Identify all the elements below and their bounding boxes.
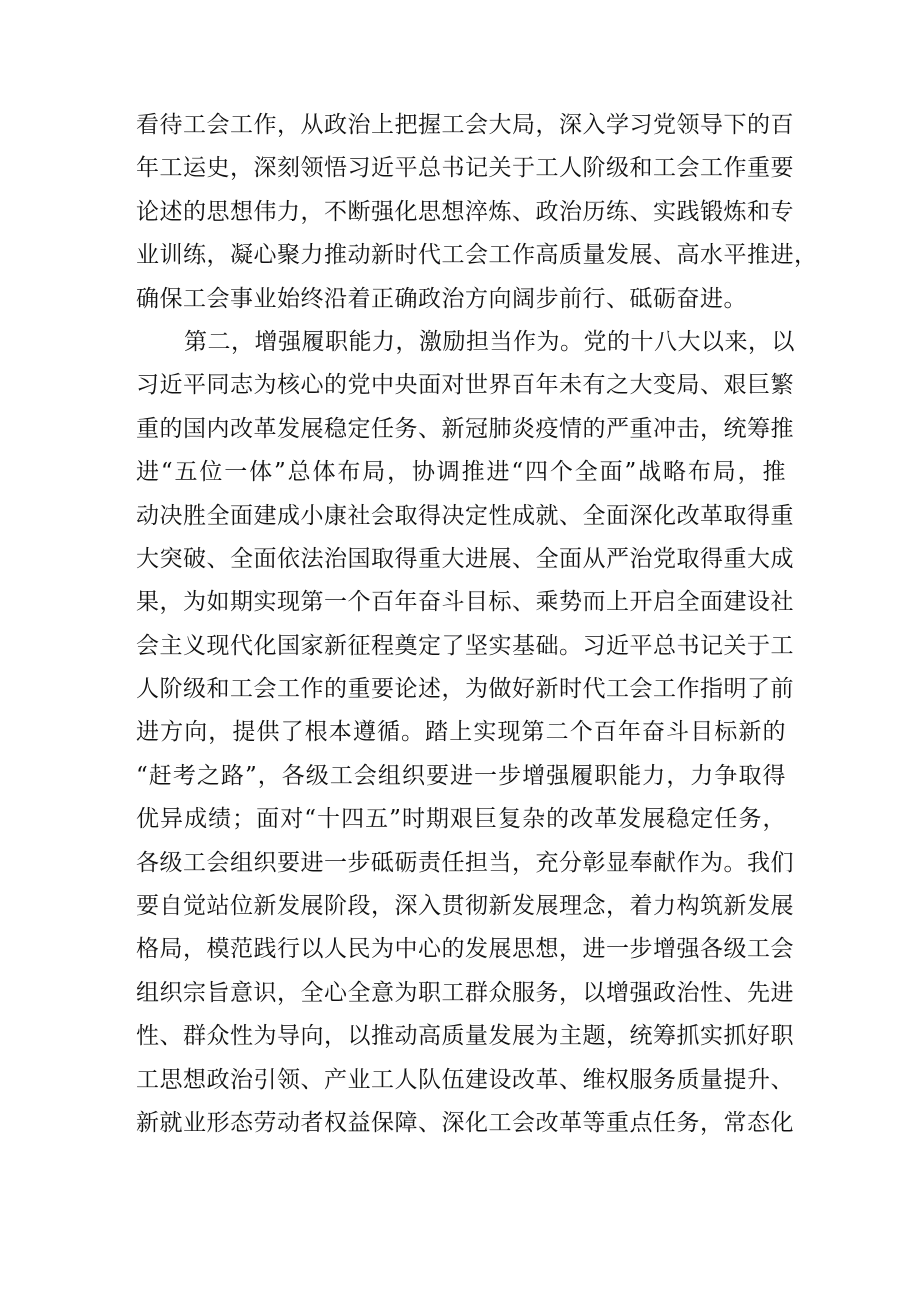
- text-line: 重的国内改革发展稳定任务、新冠肺炎疫情的严重冲击，统筹推: [136, 415, 794, 442]
- text-line: 组织宗旨意识，全心全意为职工群众服务，以增强政治性、先进: [136, 979, 794, 1006]
- paragraph-1: [136, 104, 818, 321]
- text-line: 年工运史，深刻领悟习近平总书记关于工人阶级和工会工作重要: [136, 155, 794, 182]
- text-line: 果，为如期实现第一个百年奋斗目标、乘势而上开启全面建设社: [136, 589, 794, 616]
- text-line: 要自觉站位新发展阶段，深入贯彻新发展理念，着力构筑新发展: [136, 893, 794, 920]
- text-line: 会主义现代化国家新征程奠定了坚实基础。习近平总书记关于工: [136, 632, 794, 659]
- text-line: 习近平同志为核心的党中央面对世界百年未有之大变局、艰巨繁: [136, 372, 794, 399]
- text-line: 性、群众性为导向，以推动高质量发展为主题，统筹抓实抓好职: [136, 1023, 794, 1050]
- text-line: 优异成绩；面对“十四五”时期艰巨复杂的改革发展稳定任务，: [136, 806, 786, 833]
- text-line: 工思想政治引领、产业工人队伍建设改革、维权服务质量提升、: [136, 1066, 794, 1093]
- text-line: 看待工会工作，从政治上把握工会大局，深入学习党领导下的百: [136, 112, 794, 138]
- text-line: 第二，增强履职能力，激励担当作为。党的十八大以来，以: [184, 328, 795, 355]
- text-line: 业训练，凝心聚力推动新时代工会工作高质量发展、高水平推进，: [136, 242, 818, 269]
- text-line: 确保工会事业始终沿着正确政治方向阔步前行、砥砺奋进。: [136, 285, 747, 312]
- text-line: 大突破、全面依法治国取得重大进展、全面从严治党取得重大成: [136, 545, 794, 572]
- text-line: 动决胜全面建成小康社会取得决定性成就、全面深化改革取得重: [136, 502, 794, 529]
- text-line: 人阶级和工会工作的重要论述，为做好新时代工会工作指明了前: [136, 676, 794, 703]
- text-line: 进“五位一体”总体布局，协调推进“四个全面”战略布局，推: [136, 459, 786, 486]
- text-line: 格局，模范践行以人民为中心的发展思想，进一步增强各级工会: [136, 936, 794, 963]
- text-line: 各级工会组织要进一步砥砺责任担当，充分彰显奉献作为。我们: [136, 849, 794, 876]
- paragraph-2: [136, 321, 795, 1145]
- text-line: 论述的思想伟力，不断强化思想淬炼、政治历练、实践锻炼和专: [136, 198, 794, 225]
- text-line: 进方向，提供了根本遵循。踏上实现第二个百年奋斗目标新的: [136, 719, 786, 746]
- document-body: [136, 104, 818, 1145]
- text-line: 新就业形态劳动者权益保障、深化工会改革等重点任务，常态化: [136, 1109, 794, 1136]
- text-line: “赶考之路”，各级工会组织要进一步增强履职能力，力争取得: [136, 762, 786, 789]
